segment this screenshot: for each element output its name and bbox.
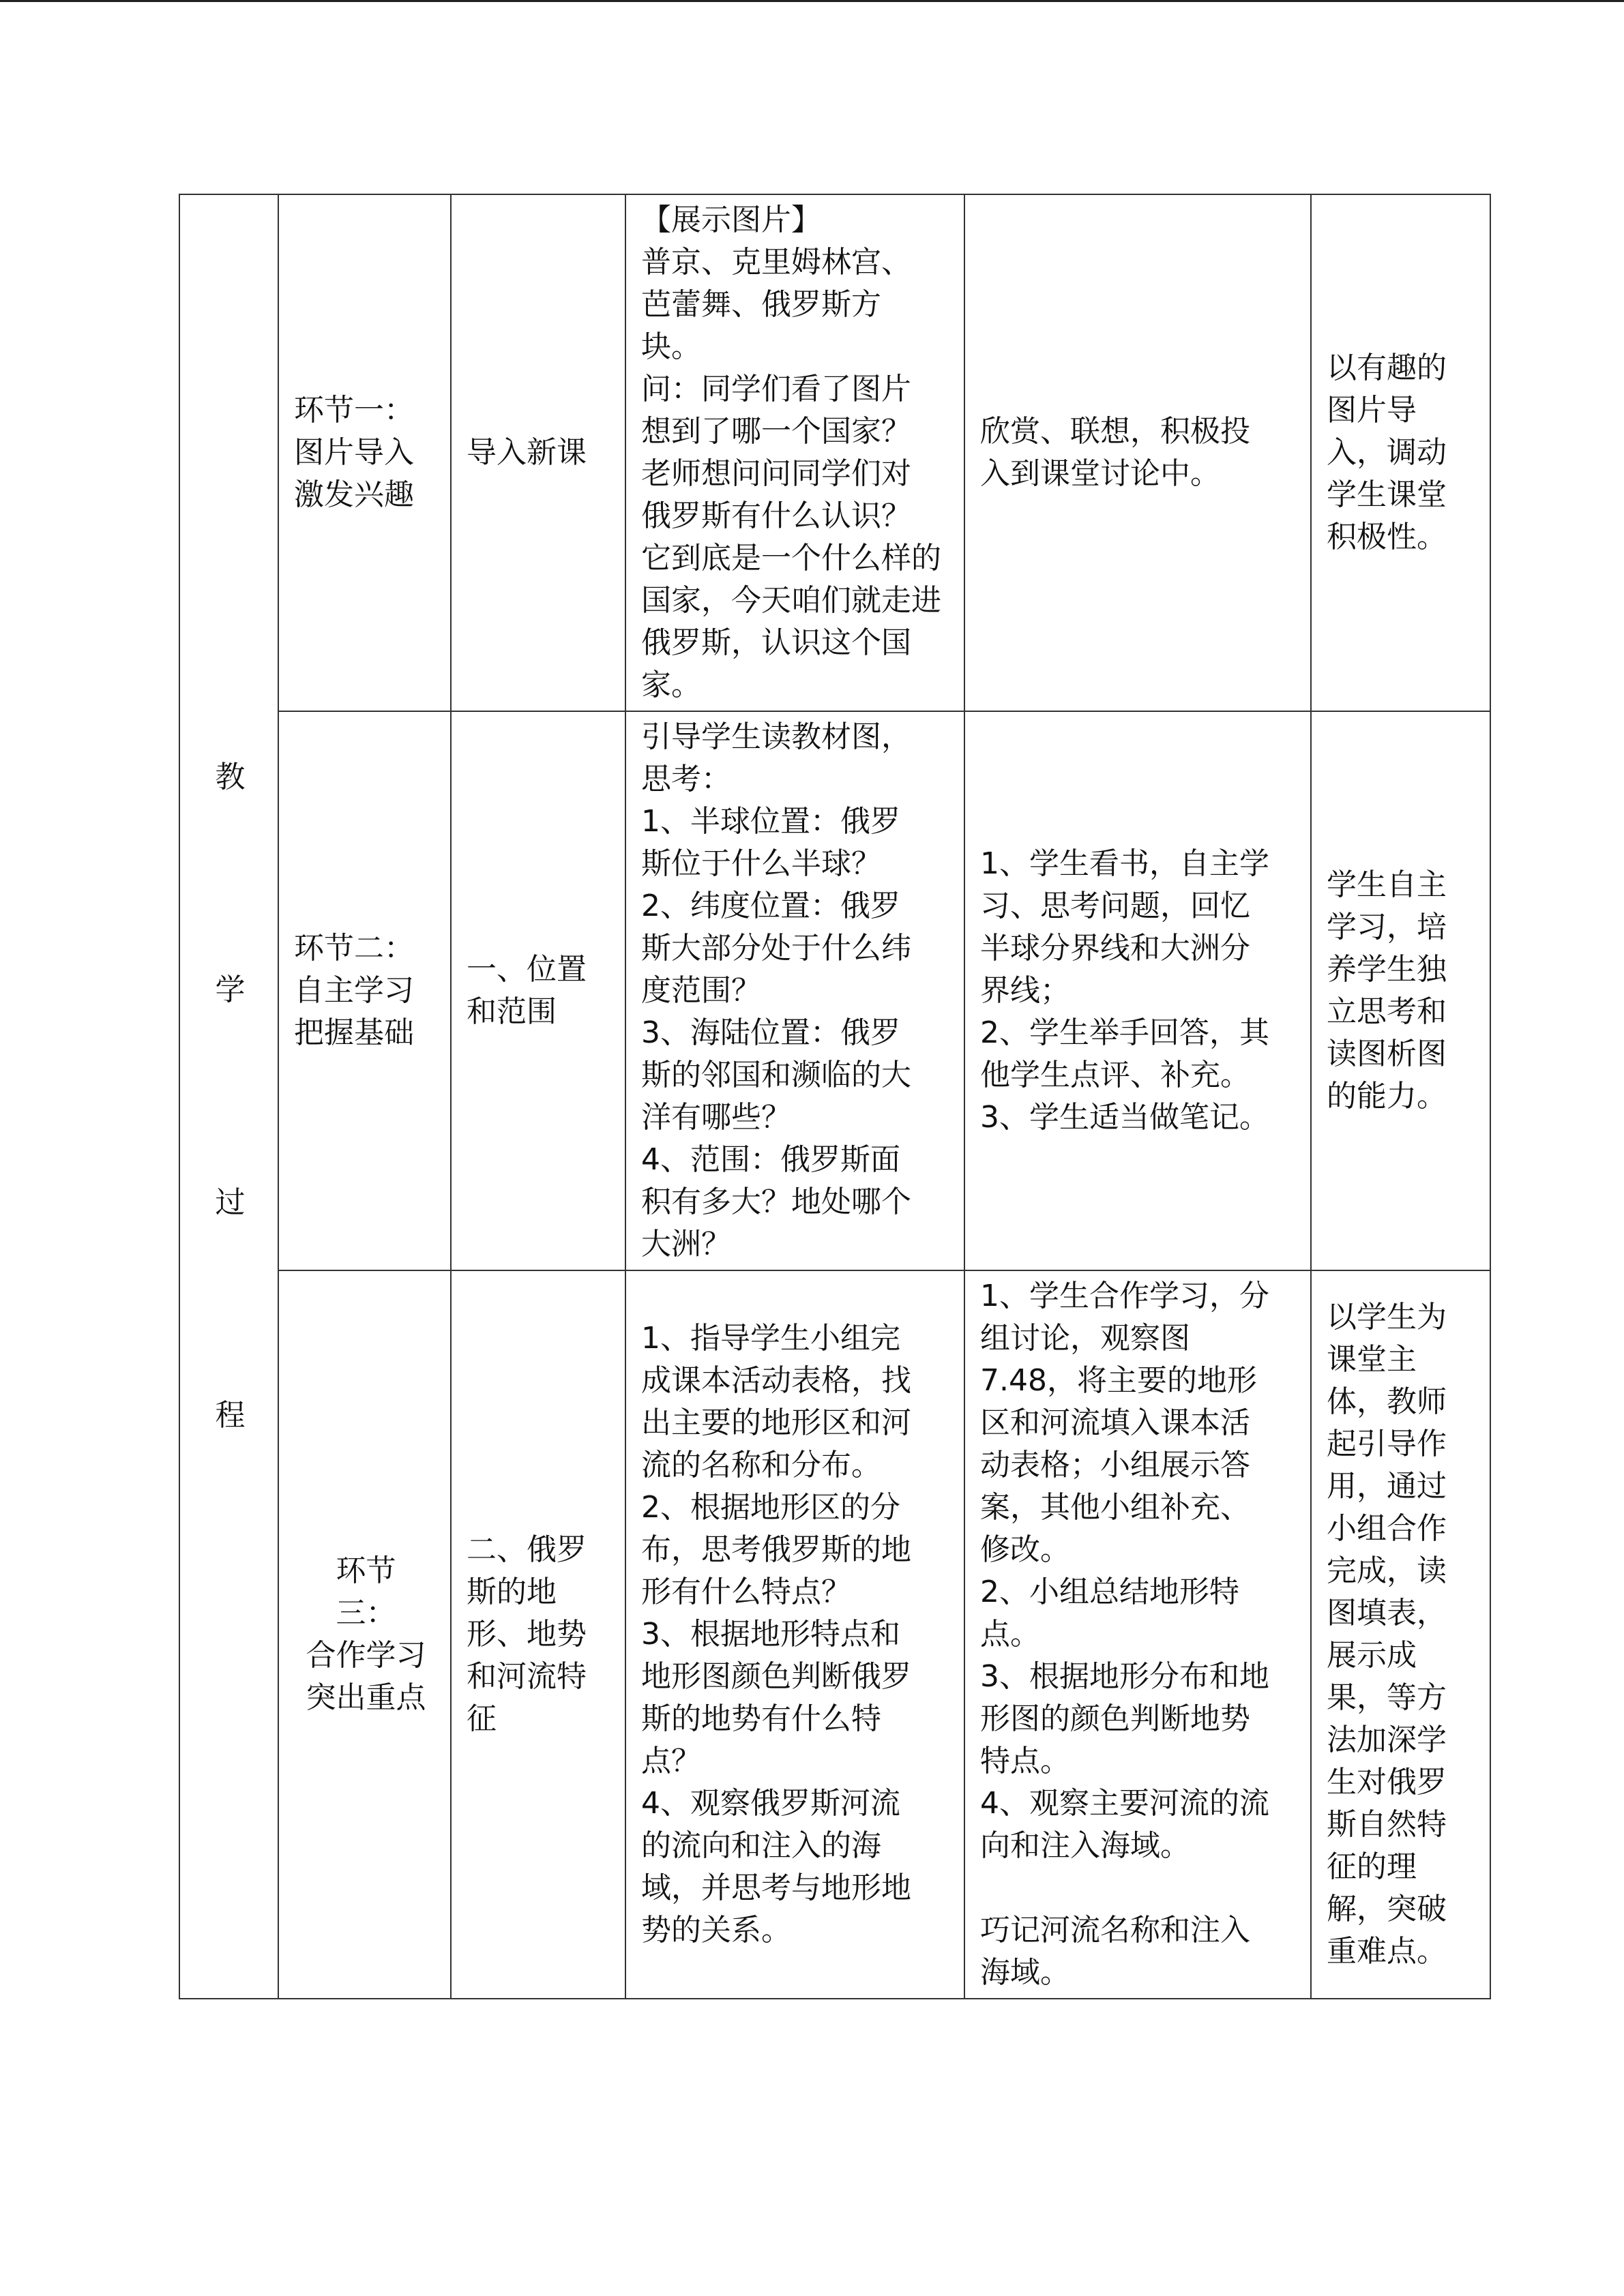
teacher-activity-cell <box>625 1270 964 1999</box>
topic-text: 导入新课 <box>467 435 587 470</box>
student-activity-text: 1、学生合作学习，分 组讨论，观察图 7.48，将主要的地形 区和河流填入课本活 动表格；小组展示答 案，其他小组补充、 修改。 2、小组总结地形特 点。 3、根据地形分布和地 形图的颜色判断地势 特点。 4、观察主要河流的流 向和注入海域。 巧记河流名称和注入 海域。 <box>980 1279 1269 1990</box>
process-label-char: 过 <box>215 1185 246 1220</box>
page-top-border <box>0 0 1624 2</box>
stage-cell <box>278 1270 451 1999</box>
lesson-plan-table <box>179 194 1491 1999</box>
student-activity-text: 欣赏、联想，积极投 入到课堂讨论中。 <box>980 414 1250 491</box>
student-activity-cell <box>964 1270 1311 1999</box>
table-row-3 <box>179 1270 1490 1999</box>
table-row-2 <box>179 711 1490 1270</box>
topic-cell <box>451 1270 625 1999</box>
stage-text: 环节一： 图片导入 激发兴趣 <box>294 393 414 512</box>
process-label-char: 学 <box>215 972 246 1007</box>
design-intent-text: 以有趣的 图片导 入，调动 学生课堂 积极性。 <box>1327 351 1447 554</box>
teacher-activity-cell <box>625 711 964 1270</box>
topic-cell <box>451 194 625 711</box>
teacher-activity-text: 1、指导学生小组完 成课本活动表格，找 出主要的地形区和河 流的名称和分布。 2、根据地形区的分 布，思考俄罗斯的地 形有什么特点？ 3、根据地形特点和 地形图颜色判断俄罗 斯的地势有什么特 点？ 4、观察俄罗斯河流 的流向和注入的海 域，并思考与地形地 势的关系。 <box>641 1321 911 1948</box>
design-intent-cell <box>1311 1270 1490 1999</box>
topic-cell <box>451 711 625 1270</box>
student-activity-text: 1、学生看书，自主学 习、思考问题，回忆 半球分界线和大洲分 界线； 2、学生举手回答，其 他学生点评、补充。 3、学生适当做笔记。 <box>980 846 1269 1135</box>
stage-cell <box>278 711 451 1270</box>
stage-text: 环节 三： 合作学习 突出重点 <box>306 1553 426 1715</box>
design-intent-cell <box>1311 194 1490 711</box>
table-row-1 <box>179 194 1490 711</box>
design-intent-text: 以学生为 课堂主 体，教师 起引导作 用，通过 小组合作 完成，读 图填表， 展示成 果，等方 法加深学 生对俄罗 斯自然特 征的理 解，突破 重难点。 <box>1327 1300 1447 1969</box>
stage-cell <box>278 194 451 711</box>
topic-text: 二、俄罗 斯的地 形、地势 和河流特 征 <box>467 1532 587 1736</box>
topic-text: 一、位置 和范围 <box>467 952 587 1029</box>
teacher-activity-text: 【展示图片】 普京、克里姆林宫、 芭蕾舞、俄罗斯方 块。 问：同学们看了图片 想到了哪一个国家？ 老师想问问同学们对 俄罗斯有什么认识？ 它到底是一个什么样的 国家，今天咱们就走进 俄罗斯，认识这个国 家。 <box>641 203 941 702</box>
student-activity-cell <box>964 194 1311 711</box>
design-intent-cell <box>1311 711 1490 1270</box>
teacher-activity-text: 引导学生读教材图， 思考： 1、半球位置：俄罗 斯位于什么半球？ 2、纬度位置：俄罗 斯大部分处于什么纬 度范围？ 3、海陆位置：俄罗 斯的邻国和濒临的大 洋有哪些？ 4、范围：俄罗斯面 积有多大？地处哪个 大洲？ <box>641 719 911 1262</box>
student-activity-cell <box>964 711 1311 1270</box>
process-label-cell <box>179 194 278 1999</box>
teacher-activity-cell <box>625 194 964 711</box>
process-label <box>195 756 265 1437</box>
process-label-char: 教 <box>215 760 246 794</box>
design-intent-text: 学生自主 学习，培 养学生独 立思考和 读图析图 的能力。 <box>1327 867 1447 1114</box>
stage-text: 环节二： 自主学习 把握基础 <box>294 931 414 1050</box>
process-label-char: 程 <box>215 1398 246 1433</box>
